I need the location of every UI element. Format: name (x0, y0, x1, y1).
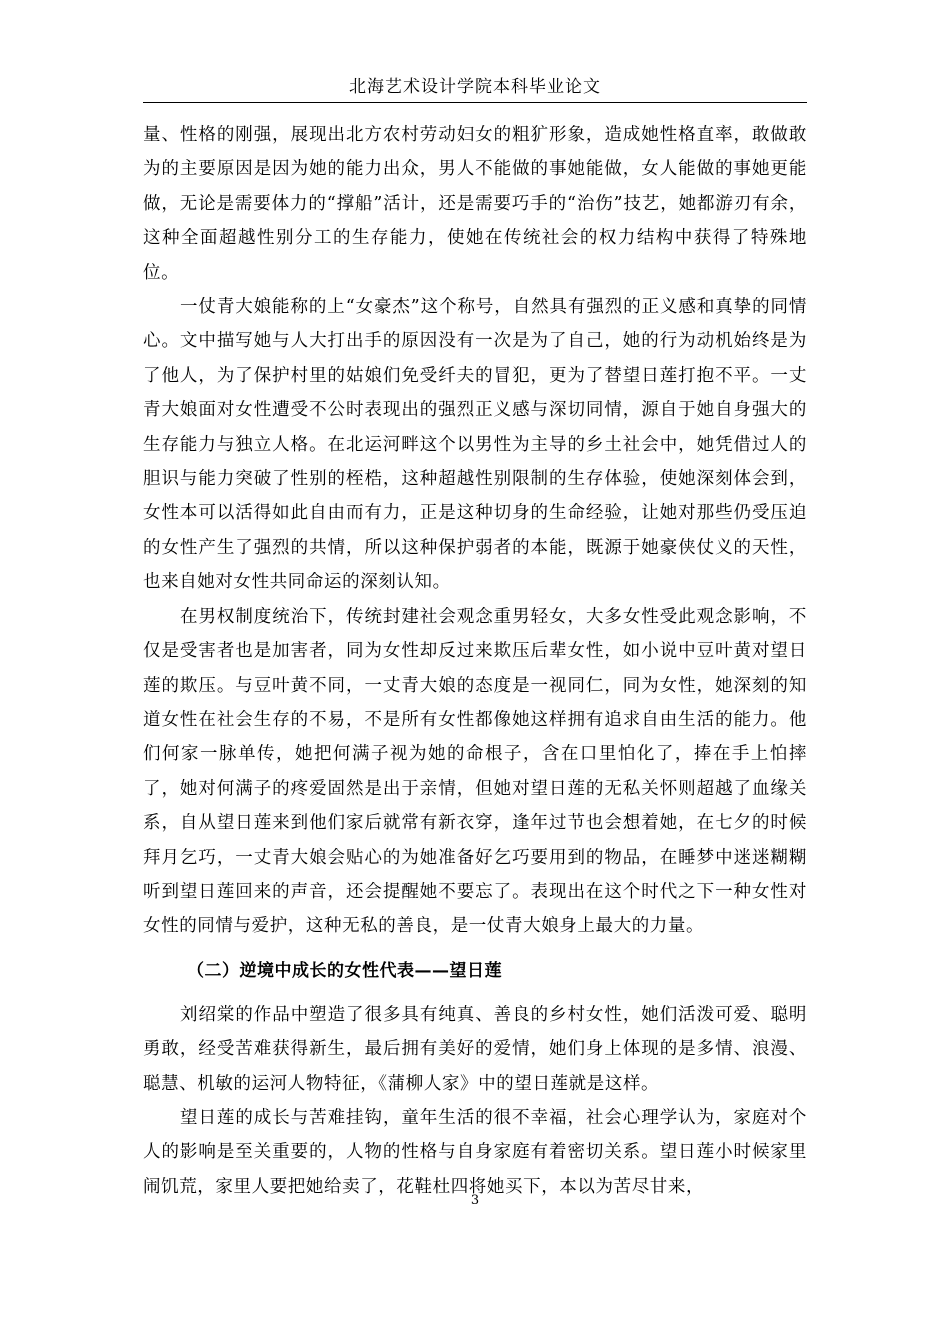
paragraph-5: 望日莲的成长与苦难挂钩，童年生活的很不幸福，社会心理学认为，家庭对个人的影响是至关重要的，人物的性格与自身家庭有着密切关系。望日莲小时候家里闹饥荒，家里人要把她给卖了，花鞋杜四将她买下，本以为苦尽甘来， (143, 1107, 807, 1197)
paragraph-3: 在男权制度统治下，传统封建社会观念重男轻女，大多女性受此观念影响，不仅是受害者也是加害者，同为女性却反过来欺压后辈女性，如小说中豆叶黄对望日莲的欺压。与豆叶黄不同，一丈青大娘的态度是一视同仁，同为女性，她深刻的知道女性在社会生存的不易，不是所有女性都像她这样拥有追求自由生活的能力。他们何家一脉单传，她把何满子视为她的命根子，含在口里怕化了，捧在手上怕摔了，她对何满子的疼爱固然是出于亲情，但她对望日莲的无私关怀则超越了血缘关系，自从望日莲来到他们家后就常有新衣穿，逢年过节也会想着她，在七夕的时候拜月乞巧，一丈青大娘会贴心的为她准备好乞巧要用到的物品，在睡梦中迷迷糊糊听到望日莲回来的声音，还会提醒她不要忘了。表现出在这个时代之下一种女性对女性的同情与爱护，这种无私的善良，是一仗青大娘身上最大的力量。 (143, 606, 807, 937)
paragraph-4: 刘绍棠的作品中塑造了很多具有纯真、善良的乡村女性，她们活泼可爱、聪明勇敢，经受苦难获得新生，最后拥有美好的爱情，她们身上体现的是多情、浪漫、聪慧、机敏的运河人物特征，《蒲柳人家》中的望日莲就是这样。 (143, 1004, 807, 1094)
page-header-title: 北海艺术设计学院本科毕业论文 (349, 77, 601, 97)
section-heading: （二）逆境中成长的女性代表——望日莲 (187, 960, 502, 981)
paragraph-1: 量、性格的刚强，展现出北方农村劳动妇女的粗犷形象，造成她性格直率，敢做敢为的主要原因是因为她的能力出众，男人不能做的事她能做，女人能做的事她更能做，无论是需要体力的“撑船”活计，还是需要巧手的“治伤”技艺，她都游刃有余，这种全面超越性别分工的生存能力，使她在传统社会的权力结构中获得了特殊地位。 (143, 125, 807, 283)
paragraph-2: 一仗青大娘能称的上“女豪杰”这个称号，自然具有强烈的正义感和真挚的同情心。文中描写她与人大打出手的原因没有一次是为了自己，她的行为动机始终是为了他人，为了保护村里的姑娘们免受纤夫的冒犯，更为了替望日莲打抱不平。一丈青大娘面对女性遭受不公时表现出的强烈正义感与深切同情，源自于她自身强大的生存能力与独立人格。在北运河畔这个以男性为主导的乡土社会中，她凭借过人的胆识与能力突破了性别的桎梏，这种超越性别限制的生存体验，使她深刻体会到，女性本可以活得如此自由而有力，正是这种切身的生命经验，让她对那些仍受压迫的女性产生了强烈的共情，所以这种保护弱者的本能，既源于她豪侠仗义的天性，也来自她对女性共同命运的深刻认知。 (143, 297, 807, 593)
document-body (143, 118, 807, 1204)
page-number: 3 (470, 1193, 480, 1208)
header-divider (143, 102, 807, 103)
